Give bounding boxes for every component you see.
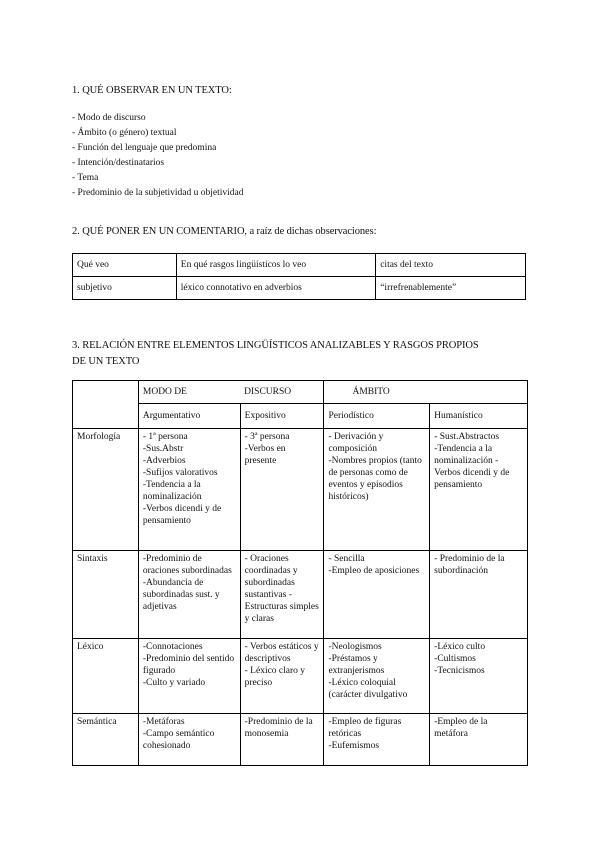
table-header-cell: Expositivo <box>240 404 324 429</box>
section3-heading-line1: 3. RELACIÓN ENTRE ELEMENTOS LINGÜÍSTICOS ANALIZABLES Y RASGOS PROPIOS <box>72 340 479 351</box>
table-cell: -Empleo de la metáfora <box>430 714 528 766</box>
list-item: - Tema <box>72 173 99 183</box>
table-cell: léxico connotativo en adverbios <box>176 277 375 300</box>
table-cell: - Verbos estáticos y descriptivos - Léxico claro y preciso <box>240 639 324 714</box>
corner-cell <box>73 381 139 429</box>
table-row <box>73 714 528 766</box>
table-row <box>73 551 528 639</box>
table-header-cell: Periodístico <box>324 404 430 429</box>
table-cell: “irrefrenablemente” <box>376 277 526 300</box>
table-cell: - Sencilla -Empleo de aposiciones <box>324 551 430 639</box>
table-row <box>73 429 528 551</box>
observation-list <box>72 111 244 201</box>
table-cell: - Predominio de la subordinación <box>430 551 528 639</box>
table-row <box>73 254 526 277</box>
table-row <box>73 404 528 429</box>
section2-heading: 2. QUÉ PONER EN UN COMENTARIO, a raíz de dichas observaciones: <box>72 226 377 237</box>
list-item: - Predominio de la subjetividad u objetividad <box>72 188 244 198</box>
table-cell: -Neologismos -Préstamos y extranjerismos -Léxico coloquial (carácter divulgativo <box>324 639 430 714</box>
table-cell: -Predominio de la monosemia <box>240 714 324 766</box>
table-cell: -Connotaciones -Predominio del sentido figurado -Culto y variado <box>138 639 240 714</box>
table-cell: -Léxico culto -Cultismos -Tecnicismos <box>430 639 528 714</box>
row-label: Semántica <box>73 714 139 766</box>
table-header-cell: citas del texto <box>376 254 526 277</box>
list-item: - Modo de discurso <box>72 113 146 123</box>
table-row <box>73 381 528 404</box>
table-header-cell: Argumentativo <box>138 404 240 429</box>
row-label: Morfología <box>73 429 139 551</box>
section3-heading-line2: DE UN TEXTO <box>72 356 140 367</box>
table-cell: - 1ª persona -Sus.Abstr -Adverbios -Sufijos valorativos -Tendencia a la nominalización -Verbos dicendi y de pensamiento <box>138 429 240 551</box>
commentary-table <box>72 253 526 300</box>
table-cell: -Predominio de oraciones subordinadas -Abundancia de subordinadas sust. y adjetivas <box>138 551 240 639</box>
table-header-cell: ÁMBITO <box>324 381 528 404</box>
table-header-cell: MODO DE <box>138 381 240 404</box>
table-cell: - Oraciones coordinadas y subordinadas sustantivas - Estructuras simples y claras <box>240 551 324 639</box>
table-cell: - 3ª persona -Verbos en presente <box>240 429 324 551</box>
table-header-cell: Qué veo <box>73 254 177 277</box>
table-header-cell: Humanístico <box>430 404 528 429</box>
list-item: - Función del lenguaje que predomina <box>72 143 217 153</box>
table-header-cell: DISCURSO <box>240 381 324 404</box>
table-row <box>73 639 528 714</box>
row-label: Léxico <box>73 639 139 714</box>
table-cell: - Derivación y composición -Nombres propios (tanto de personas como de eventos y episodios históricos) <box>324 429 430 551</box>
section1-heading: 1. QUÉ OBSERVAR EN UN TEXTO: <box>72 85 232 96</box>
table-row <box>73 277 526 300</box>
table-cell: -Empleo de figuras retóricas -Eufemismos <box>324 714 430 766</box>
row-label: Sintaxis <box>73 551 139 639</box>
list-item: - Ámbito (o género) textual <box>72 128 177 138</box>
list-item: - Intención/destinatarios <box>72 158 165 168</box>
table-cell: - Sust.Abstractos -Tendencia a la nominalización -Verbos dicendi y de pensamiento <box>430 429 528 551</box>
analysis-table <box>72 380 528 766</box>
table-cell: subjetivo <box>73 277 177 300</box>
table-header-cell: En qué rasgos lingüísticos lo veo <box>176 254 375 277</box>
table-cell: -Metáforas -Campo semántico cohesionado <box>138 714 240 766</box>
